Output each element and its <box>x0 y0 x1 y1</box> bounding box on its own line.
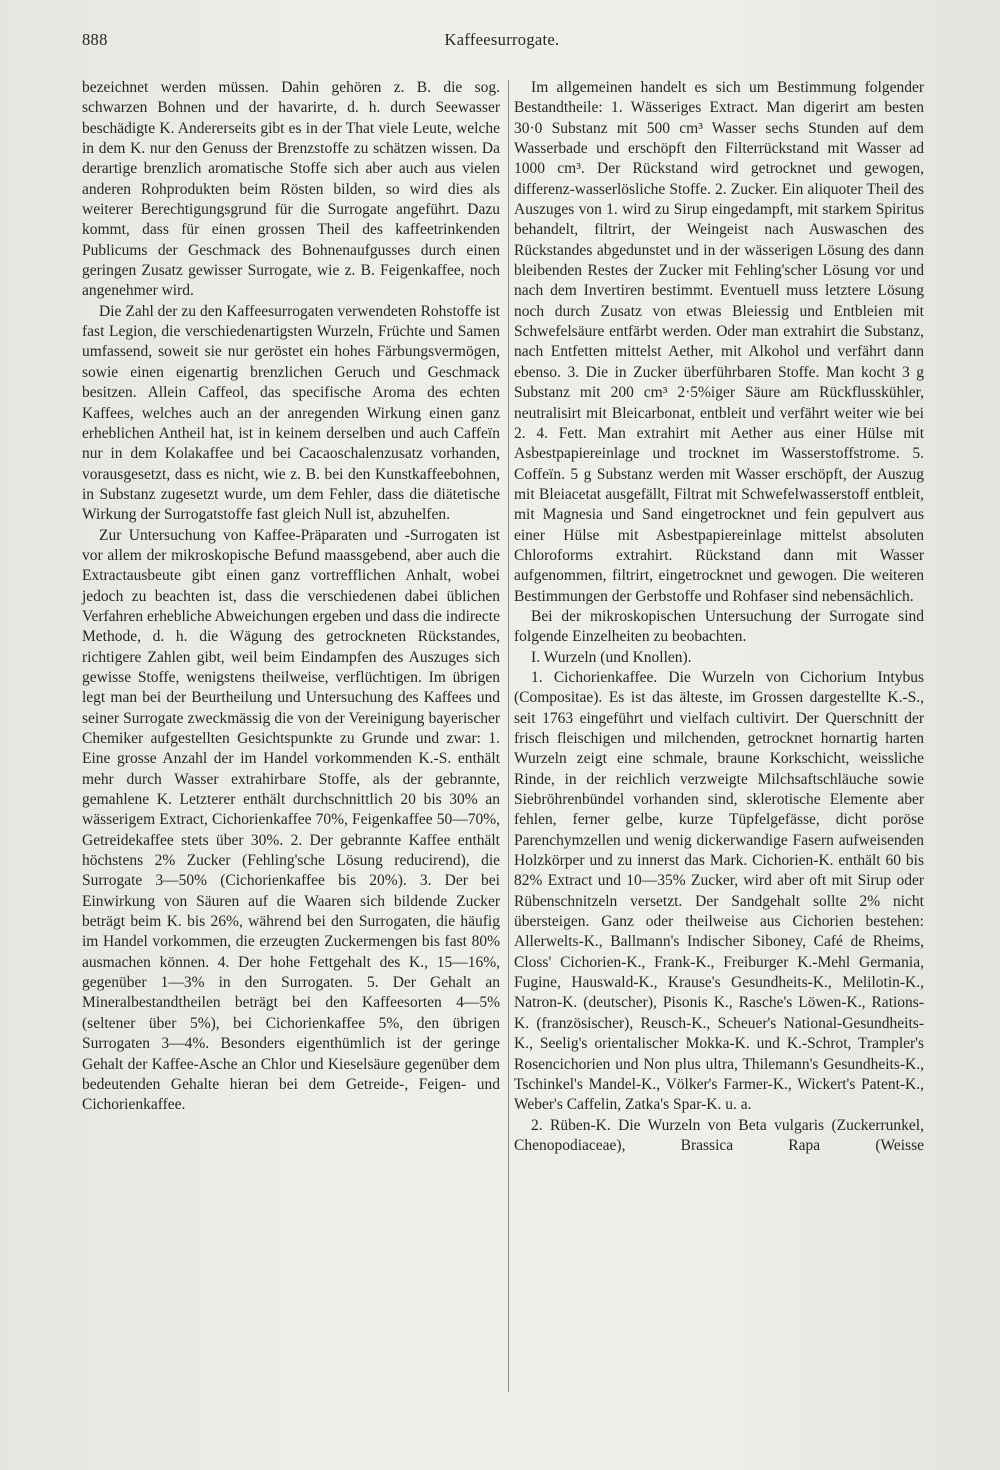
right-paragraph-rueben: 2. Rüben-K. Die Wurzeln von Beta vulgaris (Zuckerrunkel, Chenopodiaceae), Brassica Rapa (Weisse <box>514 1116 924 1154</box>
right-paragraph-1: Im allgemeinen handelt es sich um Bestimmung folgender Bestandtheile: 1. Wässeriges Extract. Man digerirt am besten 30·0 Substanz mit 500 cm³ Wasser sechs Stunden auf dem Wasserbade und erschöpft den Filterrückstand mit Wasser ad 1000 cm³. Der Rückstand wird getrocknet und gewogen, differenz-wasserlösliche Stoffe. 2. Zucker. Ein aliquoter Theil des Auszuges von 1. wird zu Sirup eingedampft, mit starkem Spiritus behandelt, filtrirt, der Weingeist nach Auswaschen des Rückstandes abgedunstet und in der wässerigen Lösung des dann bleibenden Restes der Zucker mit Fehling'scher Lösung vor und nach dem Invertiren bestimmt. Eventuell muss letztere Lösung noch durch Zusatz von etwas Bleiessig und Entbleien mit Schwefelsäure entfärbt werden. Oder man extrahirt die Substanz, nach Entfetten mittelst Aether, mit Alkohol und verfährt dann ebenso. 3. Die in Zucker überführbaren Stoffe. Man kocht 3 g Substanz mit 200 cm³ 2·5%iger Säure am Rückflusskühler, neutralisirt mit Bleicarbonat, entbleit und verfährt weiter wie bei 2. 4. Fett. Man extrahirt mit Aether aus einer Hülse mit Asbestpapiereinlage und trocknet im Wasserstoffstrome. 5. Coffeïn. 5 g Substanz werden mit Wasser erschöpft, der Auszug mit Bleiacetat ausgefällt, Filtrat mit Schwefelwasserstoff entbleit, mit Magnesia und Sand eingetrocknet und fein gepulvert aus einer Hülse mit Asbestpapiereinlage mittelst absoluten Chloroforms extrahirt. Rückstand dann mit Wasser aufgenommen, filtrirt, eingetrocknet und gewogen. Die weiteren Bestimmungen der Gerbstoffe und Rohfaser sind nebensächlich. <box>514 79 924 605</box>
left-paragraph-2: Die Zahl der zu den Kaffeesurrogaten verwendeten Rohstoffe ist fast Legion, die verschiedenartigsten Wurzeln, Früchte und Samen umfassend, soweit sie nur geröstet ein hohes Färbungsvermögen, sowie einen eigenartig brenzlichen Geruch und Geschmack besitzen. Allein Caffeol, das specifische Aroma des echten Kaffees, welches auch an der anregenden Wirkung einen ganz erheblichen Antheil hat, ist in keinem derselben und auch Caffeïn nur in dem Kolakaffee und bei Cacaoschalenzusatz vorhanden, vorausgesetzt, dass es nicht, wie z. B. bei den Kunstkaffeebohnen, in Substanz zugesetzt wurde, um dem Fehler, dass die diätetische Wirkung der Surrogatstoffe fast gleich Null ist, abzuhelfen. <box>82 302 500 524</box>
right-column <box>514 78 924 1156</box>
page-number: 888 <box>82 30 108 49</box>
left-paragraph-3: Zur Untersuchung von Kaffee-Präparaten und -Surrogaten ist vor allem der mikroskopische Befund maassgebend, aber auch die Extractausbeute gibt einen ganz vortrefflichen Anhalt, wobei jedoch zu beachten ist, dass die verschiedenen dabei üblichen Verfahren erhebliche Abweichungen ergeben und dass die indirecte Methode, d. h. die Wägung des getrockneten Rückstandes, richtigere Zahlen gibt, weil beim Eindampfen des Auszuges sich gewisse Stoffe, wenigstens theilweise, verflüchtigen. Im übrigen legt man bei der Beurtheilung und Untersuchung des Kaffees und seiner Surrogate zweckmässig die von der Vereinigung bayerischer Chemiker aufgestellten Gesichtspunkte zu Grunde und zwar: 1. Eine grosse Anzahl der im Handel vorkommenden K.-S. enthält mehr durch Wasser extrahirbare Stoffe, als der gebrannte, gemahlene K. Letzterer enthält durchschnittlich 20 bis 30% an wässerigem Extract, Cichorienkaffee 70%, Feigenkaffee 50—70%, Getreidekaffee stets über 30%. 2. Der gebrannte Kaffee enthält höchstens 2% Zucker (Fehling'sche Lösung reducirend), die Surrogate 3—50% (Cichorienkaffee bis 20%). 3. Der bei Einwirkung von Säuren auf die Waaren sich bildende Zucker beträgt beim K. bis 26%, während bei den Surrogaten, die häufig im Handel vorkommen, die erzeugten Zuckermengen bis fast 80% ausmachen können. 4. Der hohe Fettgehalt des K., 15—16%, gegenüber 1—3% in den Surrogaten. 5. Der Gehalt an Mineralbestandtheilen beträgt bei den Kaffeesorten 4—5% (seltener über 5%), bei Cichorienkaffee 5%, den übrigen Surrogaten 3—4%. Besonders eigenthümlich ist der geringe Gehalt der Kaffee-Asche an Chlor und Kieselsäure gegenüber dem bedeutenden Gehalte hieran bei dem Getreide-, Feigen- und Cichorienkaffee. <box>82 526 500 1114</box>
running-title: Kaffeesurrogate. <box>444 30 560 49</box>
page-header <box>82 30 922 58</box>
left-paragraph-1: bezeichnet werden müssen. Dahin gehören z. B. die sog. schwarzen Bohnen und der havarirte, d. h. durch Seewasser beschädigte K. Andererseits gibt es in der That viele Leute, welche in dem K. nur den Genuss der Brenzstoffe zu schätzen wissen. Da derartige brenzlich aromatische Stoffe sich aber auch aus vielen anderen Rohprodukten beim Rösten bilden, so wird dies als weiterer Berechtigungsgrund für die Surrogate angeführt. Dazu kommt, dass für einen grossen Theil des kaffeetrinkenden Publicums der Geschmack des Bohnenaufgusses durch einen geringen Zusatz gewisser Surrogate, wie z. B. Feigenkaffee, noch angenehmer wird. <box>82 79 500 300</box>
right-paragraph-cichorienkaffee: 1. Cichorienkaffee. Die Wurzeln von Cichorium Intybus (Compositae). Es ist das älteste, im Grossen dargestellte K.-S., seit 1763 eingeführt und vielfach cultivirt. Der Querschnitt der frisch fleischigen und milchenden, getrocknet hornartig harten Wurzeln zeigt eine schmale, braune Korkschicht, weissliche Rinde, in der reichlich verzweigte Milchsaftschläuche sowie Siebröhrenbündel vorhanden sind, sklerotische Elemente aber fehlen, ferner gelbe, kurze Tüpfelgefässe, dicht poröse Parenchymzellen und wenig dickerwandige Fasern aufweisenden Holzkörper und zu innerst das Mark. Cichorien-K. enthält 60 bis 82% Extract und 10—35% Zucker, wird aber oft mit Sirup oder Rübenschnitzeln versetzt. Der Sandgehalt sollte 2% nicht übersteigen. Ganz oder theilweise aus Cichorien bestehen: Allerwelts-K., Ballmann's Indischer Siboney, Café de Rheims, Closs' Cichorien-K., Frank-K., Freiburger K.-Mehl Germania, Fugine, Hauswald-K., Krause's Gesundheits-K., Melilotin-K., Natron-K. (deutscher), Pisonis K., Rasche's Löwen-K., Rations-K. (französischer), Reusch-K., Scheuer's National-Gesundheits-K., Seelig's orientalischer Mokka-K. und K.-Schrot, Trampler's Rosencichorien und Non plus ultra, Thilemann's Gesundheits-K., Tschinkel's Mandel-K., Völker's Farmer-K., Wickert's Patent-K., Weber's Caffelin, Zatka's Spar-K. u. a. <box>514 668 924 1114</box>
left-column <box>82 78 500 1116</box>
right-paragraph-2: Bei der mikroskopischen Untersuchung der Surrogate sind folgende Einzelheiten zu beobachten. <box>514 607 924 646</box>
section-heading-wurzeln: I. Wurzeln (und Knollen). <box>531 648 692 666</box>
column-divider <box>508 80 509 1392</box>
